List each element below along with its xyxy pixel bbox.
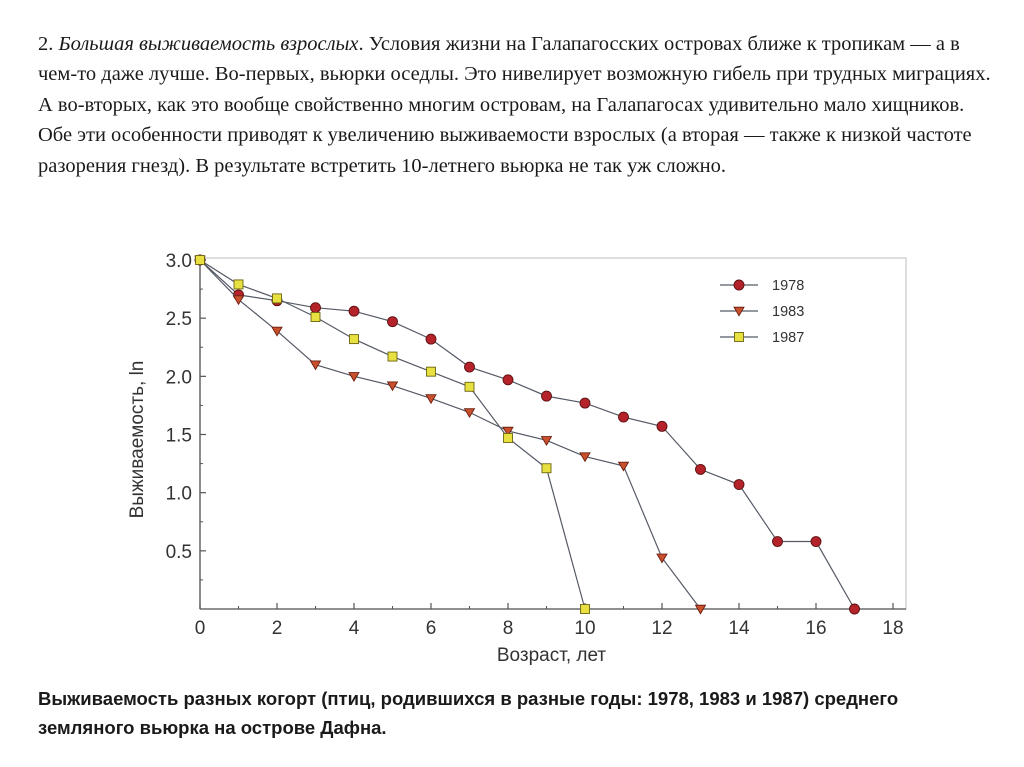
- data-point-1978: [657, 421, 667, 431]
- data-point-1978: [503, 375, 513, 385]
- legend-label-1987: 1987: [772, 330, 805, 346]
- data-point-1987: [350, 335, 359, 344]
- data-point-1978: [811, 537, 821, 547]
- paragraph-number: 2.: [38, 33, 54, 55]
- y-tick-label: 0.5: [165, 541, 192, 563]
- data-point-1987: [465, 382, 474, 391]
- legend-label-1983: 1983: [772, 304, 805, 320]
- x-tick-label: 6: [425, 618, 437, 639]
- legend-marker-1978: [734, 280, 744, 290]
- data-point-1987: [234, 280, 243, 289]
- data-point-1987: [427, 367, 436, 376]
- data-point-1978: [388, 317, 398, 327]
- data-point-1978: [426, 334, 436, 344]
- survival-chart: [0, 245, 1024, 665]
- data-point-1978: [773, 537, 783, 547]
- x-tick-label: 18: [882, 618, 904, 639]
- data-point-1978: [465, 362, 475, 372]
- data-point-1978: [734, 480, 744, 490]
- y-tick-label: 2.5: [165, 309, 192, 331]
- data-point-1987: [504, 433, 513, 442]
- x-tick-label: 14: [728, 618, 750, 639]
- y-tick-label: 2.0: [165, 367, 192, 389]
- data-point-1987: [388, 352, 397, 361]
- data-point-1987: [581, 605, 590, 614]
- y-tick-label: 3.0: [165, 251, 192, 272]
- data-point-1978: [619, 412, 629, 422]
- x-axis-title: Возраст, лет: [496, 645, 607, 665]
- x-tick-label: 2: [271, 618, 283, 639]
- x-tick-label: 8: [502, 618, 514, 639]
- data-point-1987: [311, 313, 320, 322]
- legend-marker-1987: [735, 333, 744, 342]
- figure-caption: Выживаемость разных когорт (птиц, родившихся в разные годы: 1978, 1983 и 1987) среднего земляного вьюрка на острове Дафна.: [38, 688, 899, 738]
- x-tick-label: 0: [194, 618, 206, 639]
- paragraph: [38, 29, 998, 181]
- y-axis-title: Выживаемость, ln: [127, 360, 148, 519]
- y-tick-label: 1.5: [165, 425, 192, 447]
- data-point-1978: [696, 464, 706, 474]
- x-tick-label: 10: [574, 618, 596, 639]
- data-point-1987: [273, 294, 282, 303]
- data-point-1978: [542, 391, 552, 401]
- x-tick-label: 4: [348, 618, 360, 639]
- paragraph-title: Большая выживаемость взрослых: [58, 33, 359, 55]
- y-tick-label: 1.0: [165, 483, 192, 505]
- data-point-1978: [311, 303, 321, 313]
- data-point-1987: [196, 256, 205, 265]
- data-point-1978: [850, 604, 860, 614]
- paragraph-body: . Условия жизни на Галапагосских островах ближе к тропикам — а в чем-то даже лучше. Во-первых, вьюрки оседлы. Это нивелирует возможную гибель при трудных миграциях. А во-вторых, как это вообще свойственно многим островам, на Галапагосах удивительно мало хищников. Обе эти особенности приводят к увеличению выживаемости взрослых (а вторая — также к низкой частоте разорения гнезд). В результате встретить 10-летнего вьюрка не так уж сложно.: [38, 33, 991, 177]
- data-point-1978: [580, 398, 590, 408]
- data-point-1987: [542, 464, 551, 473]
- x-tick-label: 16: [805, 618, 827, 639]
- legend-label-1978: 1978: [772, 278, 805, 294]
- x-tick-label: 12: [651, 618, 673, 639]
- data-point-1978: [349, 306, 359, 316]
